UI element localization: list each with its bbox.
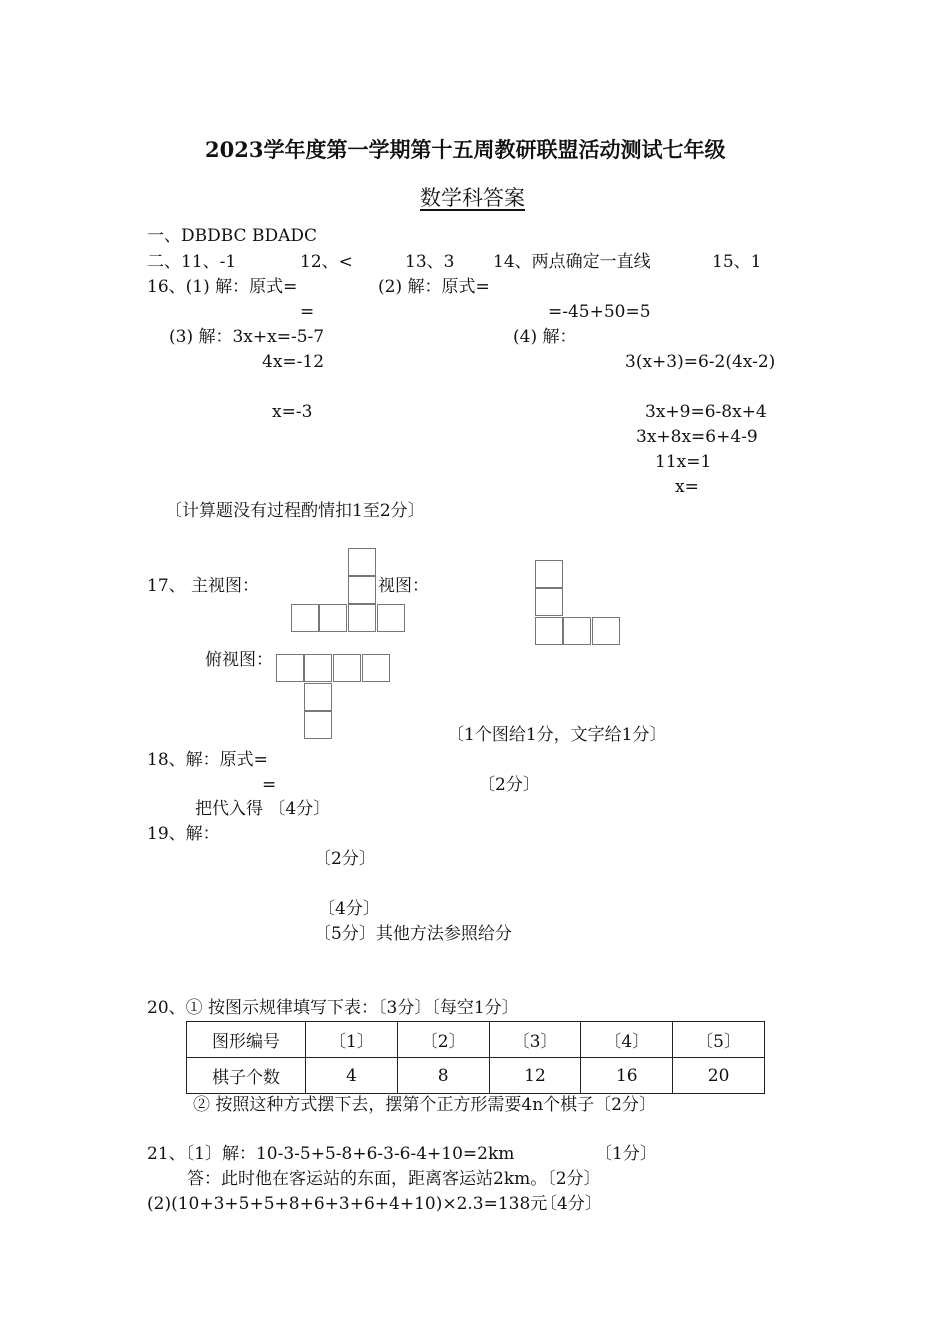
- q17-side-view-label: 视图：: [378, 576, 429, 596]
- table-cell: 〔4〕: [581, 1022, 673, 1058]
- q16-part1-label: 16、(1) 解：原式=: [147, 277, 298, 297]
- q18-line1: 18、解：原式=: [147, 750, 268, 770]
- table-cell: 8: [397, 1058, 489, 1094]
- table-head-piece-count: 棋子个数: [187, 1058, 306, 1094]
- table-cell: 〔2〕: [397, 1022, 489, 1058]
- top-view-cell: [304, 654, 332, 682]
- top-view-cell: [304, 711, 332, 739]
- q19-score3: 〔5分〕其他方法参照给分: [314, 924, 512, 944]
- table-cell: 20: [673, 1058, 765, 1094]
- table-cell: 〔5〕: [673, 1022, 765, 1058]
- q20-table: [186, 1021, 765, 1094]
- table-cell: 〔1〕: [306, 1022, 398, 1058]
- front-view-cell: [319, 604, 347, 632]
- top-view-cell: [304, 683, 332, 711]
- q21-score1: 〔1分〕: [595, 1144, 657, 1164]
- top-view-cell: [362, 654, 390, 682]
- q19-score1: 〔2分〕: [314, 849, 376, 869]
- front-view-cell: [291, 604, 319, 632]
- q16-part4-label: (4) 解：: [513, 327, 577, 347]
- q19-label: 19、解：: [147, 824, 220, 844]
- q16-note: 〔计算题没有过程酌情扣1至2分〕: [165, 501, 425, 521]
- q16-part2-line2: =-45+50=5: [548, 302, 651, 322]
- q16-part4-line3: 3x+8x=6+4-9: [636, 427, 758, 447]
- q21-score2: 〔4分〕: [540, 1194, 602, 1214]
- front-view-cell: [348, 604, 376, 632]
- q17-note: 〔1个图给1分，文字给1分〕: [447, 725, 667, 745]
- table-cell: 4: [306, 1058, 398, 1094]
- table-cell: 12: [489, 1058, 581, 1094]
- q16-part4-line5: x=: [675, 477, 699, 497]
- q16-part3-line2: 4x=-12: [262, 352, 325, 372]
- front-view-cell: [348, 576, 376, 604]
- table-cell: 〔3〕: [489, 1022, 581, 1058]
- q20-line1: 20、① 按图示规律填写下表：〔3分〕〔每空1分〕: [147, 998, 519, 1018]
- page-subtitle: 数学科答案: [420, 186, 525, 210]
- side-view-cell: [563, 617, 591, 645]
- q19-score2: 〔4分〕: [318, 899, 380, 919]
- q16-part1-line2: =: [300, 302, 315, 322]
- side-view-cell: [535, 560, 563, 588]
- q12-answer: 12、<: [300, 252, 353, 272]
- front-view-cell: [377, 604, 405, 632]
- top-view-cell: [276, 654, 304, 682]
- top-view-cell: [333, 654, 361, 682]
- q14-answer: 14、两点确定一直线: [493, 252, 651, 272]
- side-view-cell: [535, 588, 563, 616]
- q13-answer: 13、3: [405, 252, 455, 272]
- q15-answer: 15、1: [712, 252, 762, 272]
- q18-score1: 〔2分〕: [478, 775, 540, 795]
- q16-part3-line1: (3) 解：3x+x=-5-7: [169, 327, 325, 347]
- table-head-figure-number: 图形编号: [187, 1022, 306, 1058]
- side-view-cell: [535, 617, 563, 645]
- q16-part4-line2: 3x+9=6-8x+4: [645, 402, 767, 422]
- table-row: [187, 1022, 765, 1058]
- q18-line3: 把代入得 〔4分〕: [195, 799, 331, 819]
- q17-top-view-label: 俯视图：: [205, 650, 273, 670]
- table-cell: 16: [581, 1058, 673, 1094]
- q18-line2: =: [262, 775, 277, 795]
- section1-answers: 一、DBDBC BDADC: [147, 226, 318, 246]
- q21-line1: 21、〔1〕解：10-3-5+5-8+6-3-6-4+10=2km: [147, 1144, 515, 1164]
- side-view-cell: [592, 617, 620, 645]
- q16-part2-label: (2) 解：原式=: [378, 277, 490, 297]
- page-title: 2023学年度第一学期第十五周教研联盟活动测试七年级: [205, 137, 726, 162]
- q21-line3: (2)(10+3+5+5+8+6+3+6+4+10)×2.3=138元: [147, 1194, 548, 1214]
- q17-front-view-label: 17、 主视图：: [147, 576, 260, 596]
- table-row: [187, 1058, 765, 1094]
- front-view-cell: [348, 548, 376, 576]
- q16-part4-line4: 11x=1: [655, 452, 712, 472]
- q16-part3-line3: x=-3: [272, 402, 313, 422]
- q21-line2: 答：此时他在客运站的东面，距离客运站2km。〔2分〕: [187, 1169, 601, 1189]
- q16-part4-line1: 3(x+3)=6-2(4x-2): [625, 352, 776, 372]
- q20-line2: ② 按照这种方式摆下去，摆第个正方形需要4n个棋子〔2分〕: [193, 1095, 656, 1115]
- q11-answer: 二、11、-1: [147, 252, 237, 272]
